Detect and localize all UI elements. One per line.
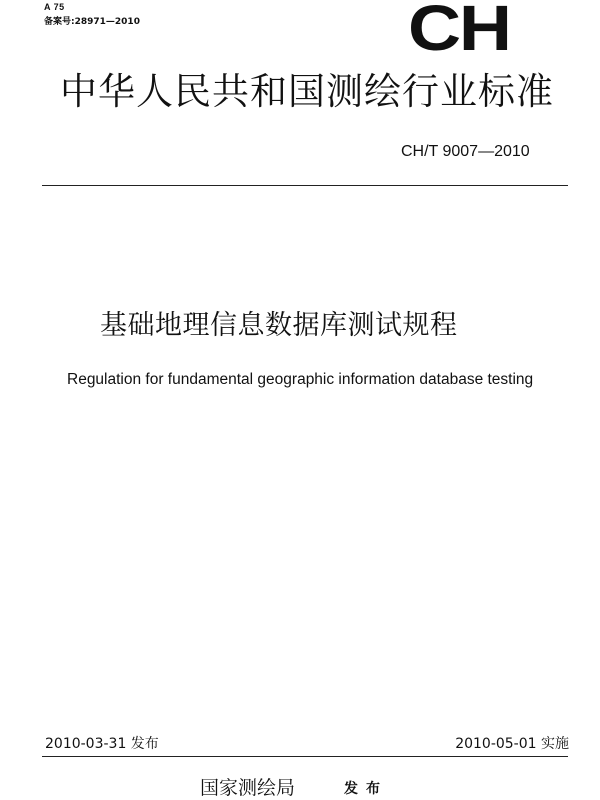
document-title-zh: 基础地理信息数据库测试规程 — [100, 310, 458, 341]
publisher-name: 国家测绘局 — [200, 777, 296, 799]
classification-code: A 75 — [44, 2, 65, 12]
standard-type-heading: 中华人民共和国测绘行业标准 — [60, 70, 554, 113]
ch-logo: CH — [408, 0, 510, 64]
implementation-date: 2010-05-01 实施 — [455, 736, 569, 752]
publish-label: 发布 — [344, 781, 388, 797]
standard-number: CH/T 9007—2010 — [401, 143, 530, 160]
document-title-en: Regulation for fundamental geographic information database testing — [67, 371, 534, 388]
record-number: 备案号:28971—2010 — [44, 17, 140, 27]
top-divider — [42, 185, 568, 186]
issue-date: 2010-03-31 发布 — [45, 736, 159, 752]
bottom-divider — [42, 756, 568, 757]
